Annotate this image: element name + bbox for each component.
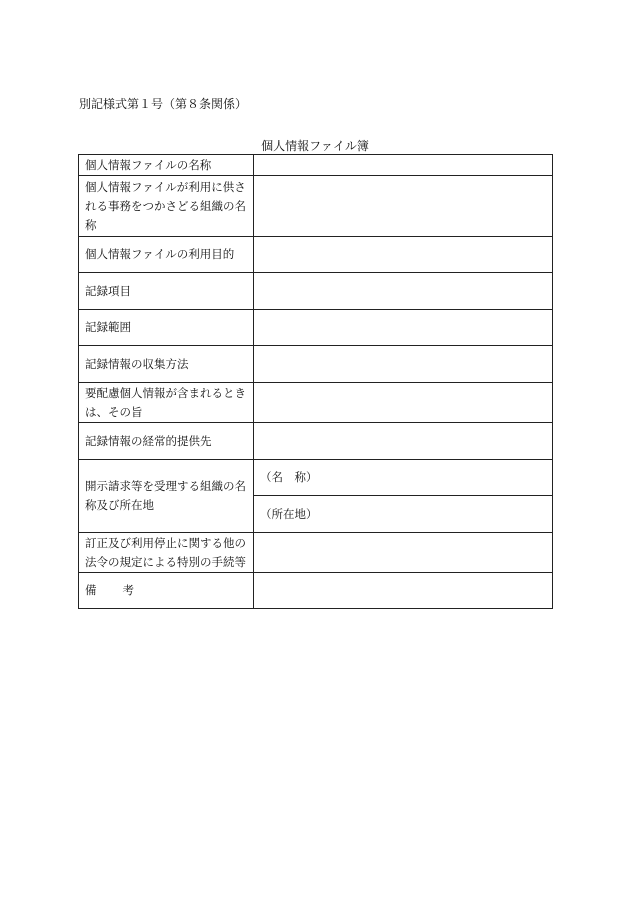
- organization-name-cell: （名 称）: [254, 460, 553, 496]
- table-row: [79, 573, 553, 609]
- row-value: [254, 176, 553, 237]
- row-value: [254, 533, 553, 573]
- row-label: 記録情報の収集方法: [79, 346, 254, 383]
- row-label: 訂正及び利用停止に関する他の法令の規定による特別の手続等: [79, 533, 254, 573]
- table-row: [79, 273, 553, 310]
- row-value: [254, 346, 553, 383]
- row-label: 記録情報の経常的提供先: [79, 423, 254, 460]
- form-title: 個人情報ファイル簿: [261, 139, 369, 153]
- row-label: 開示請求等を受理する組織の名称及び所在地: [79, 460, 254, 533]
- personal-info-file-register-table: [78, 154, 553, 609]
- remarks-char-2: 考: [122, 583, 134, 597]
- remarks-value: [254, 573, 553, 609]
- table-row: [79, 346, 553, 383]
- organization-address-cell: （所在地）: [254, 496, 553, 533]
- table-row: [79, 237, 553, 273]
- table-row: [79, 423, 553, 460]
- row-value: [254, 310, 553, 346]
- table-row: [79, 155, 553, 176]
- row-value: [254, 273, 553, 310]
- row-label: 要配慮個人情報が含まれるときは、その旨: [79, 383, 254, 423]
- row-label: 個人情報ファイルが利用に供される事務をつかさどる組織の名称: [79, 176, 254, 237]
- row-value: [254, 423, 553, 460]
- table-row: [79, 383, 553, 423]
- row-label: 記録項目: [79, 273, 254, 310]
- form-number: 別記様式第１号（第８条関係）: [79, 97, 248, 111]
- table-row: [79, 176, 553, 237]
- remarks-label: [79, 573, 254, 609]
- row-label: 個人情報ファイルの名称: [79, 155, 254, 176]
- row-label: 個人情報ファイルの利用目的: [79, 237, 254, 273]
- remarks-char-1: 備: [85, 583, 97, 597]
- row-value: [254, 155, 553, 176]
- row-value: [254, 383, 553, 423]
- table-row: [79, 533, 553, 573]
- row-value: [254, 237, 553, 273]
- table-row: [79, 460, 553, 496]
- row-label: 記録範囲: [79, 310, 254, 346]
- table-row: [79, 310, 553, 346]
